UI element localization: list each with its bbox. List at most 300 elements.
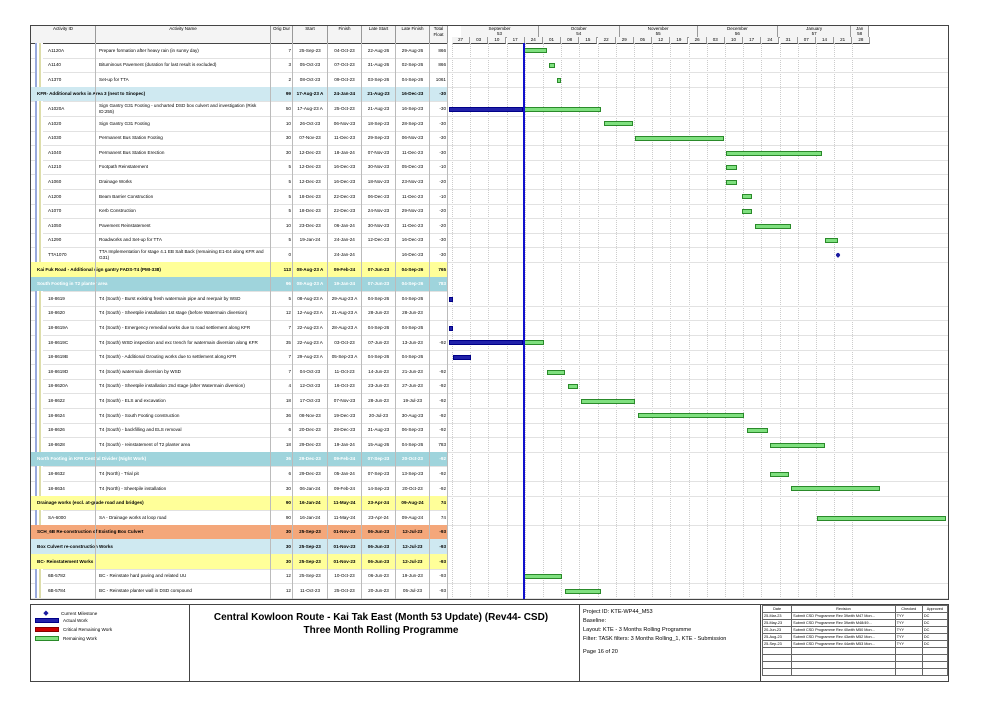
orig-duration: 7 — [288, 47, 291, 53]
orig-duration: 5 — [288, 237, 291, 243]
total-float: -20 — [439, 179, 446, 185]
timescale-week: 27 — [452, 37, 470, 44]
late-finish: 09-Aug-24 — [401, 514, 424, 520]
revision-date: 25-Sep-23 — [763, 641, 792, 648]
total-float: 74 — [440, 514, 446, 520]
wbs-indent-bar — [35, 58, 43, 73]
late-start: 06-Jun-23 — [367, 544, 390, 550]
activity-id: A1210 — [48, 164, 62, 170]
late-start: 21-Aug-23 — [367, 91, 390, 97]
remaining-work-bar[interactable] — [523, 107, 601, 112]
wbs-indent-bar — [35, 291, 43, 306]
wbs-indent-bar — [35, 72, 43, 87]
revision-cell-empty — [922, 648, 947, 655]
total-float: 765 — [438, 266, 446, 272]
orig-duration: 30 — [285, 135, 291, 141]
activity-row[interactable] — [31, 72, 948, 88]
orig-duration: 50 — [285, 106, 291, 112]
activity-row[interactable] — [31, 320, 948, 336]
late-finish: 30-Aug-23 — [401, 412, 424, 418]
activity-row[interactable] — [31, 408, 948, 424]
remaining-work-bar[interactable] — [825, 238, 838, 243]
start-date: 17-Aug-23 A — [297, 106, 323, 112]
late-finish: 06-Nov-23 — [401, 135, 424, 141]
remaining-work-bar[interactable] — [742, 194, 752, 199]
finish-date: 21-Aug-23 A — [331, 310, 358, 316]
wbs-indent-bar — [35, 218, 43, 233]
orig-duration: 10 — [285, 222, 291, 228]
late-finish: 19-Jun-23 — [402, 573, 423, 579]
revision-checked: TYY — [895, 627, 922, 634]
timescale-week: 03 — [707, 37, 725, 44]
orig-duration: 30 — [285, 485, 291, 491]
remaining-work-bar[interactable] — [523, 574, 562, 579]
activity-id: A1060 — [48, 179, 62, 185]
activity-name: TTA Implementation for stage 4.1 EB Salt Back (remaining E1-E4 along KFR and G31) — [99, 249, 264, 260]
activity-name: T4 (North) - Trial pit — [99, 471, 139, 477]
orig-duration: 18 — [285, 398, 291, 404]
finish-date: 09-Feb-24 — [333, 485, 356, 491]
remaining-work-bar[interactable] — [523, 340, 544, 345]
total-float: -30 — [439, 106, 446, 112]
revision-table — [762, 605, 948, 676]
activity-id: 18-8628 — [48, 441, 65, 447]
filter-name: Filter: TASK filters: 3 Months Rolling_1, KTE - Submission — [583, 636, 727, 642]
total-float: -93 — [439, 529, 446, 535]
activity-row[interactable] — [31, 510, 948, 526]
wbs-group-row[interactable] — [31, 277, 448, 293]
revision-checked: TYY — [895, 641, 922, 648]
col-header-activity-id[interactable]: Activity ID — [31, 26, 96, 44]
finish-date: 11-Dec-23 — [333, 135, 356, 141]
late-start: 06-Jun-23 — [367, 558, 390, 564]
late-finish: 04-Sep-26 — [401, 266, 424, 272]
remaining-work-bar[interactable] — [726, 180, 736, 185]
activity-row[interactable] — [31, 233, 948, 249]
actual-work-bar[interactable] — [449, 297, 453, 302]
late-start: 20-Jun-23 — [368, 587, 389, 593]
timescale-week: 07 — [798, 37, 816, 44]
orig-duration: 10 — [285, 120, 291, 126]
orig-duration: 4 — [288, 383, 291, 389]
timescale-week: 17 — [507, 37, 525, 44]
wbs-group-row[interactable] — [31, 262, 448, 278]
activity-id: A1020A — [48, 106, 65, 112]
activity-row[interactable] — [31, 466, 948, 482]
actual-work-bar[interactable] — [449, 340, 523, 345]
finish-date: 05-Jan-24 — [334, 471, 355, 477]
page-number: Page 16 of 20 — [583, 649, 618, 655]
remaining-work-bar[interactable] — [547, 370, 565, 375]
late-finish: 11-Dec-23 — [401, 193, 424, 199]
total-float: -10 — [439, 193, 446, 199]
total-float: 866 — [438, 47, 446, 53]
late-start: 06-Dec-23 — [367, 193, 390, 199]
wbs-indent-bar — [35, 189, 43, 204]
revision-date: 25-Mar-23 — [763, 613, 792, 620]
late-finish: 23-Nov-23 — [401, 179, 424, 185]
late-start: 30-Nov-23 — [367, 222, 390, 228]
activity-row[interactable] — [31, 350, 948, 366]
late-start: 12-Dec-23 — [367, 237, 390, 243]
late-finish: 16-Dec-23 — [401, 252, 424, 258]
wbs-indent-bar — [35, 569, 43, 584]
total-float: -92 — [439, 383, 446, 389]
late-start: 04-Sep-26 — [367, 325, 390, 331]
activity-row[interactable] — [31, 423, 948, 439]
month-name: January — [806, 26, 823, 31]
activity-id: 18-8620 — [48, 310, 65, 316]
project-info — [579, 605, 761, 681]
remaining-work-bar[interactable] — [557, 78, 561, 83]
remaining-work-bar[interactable] — [581, 399, 636, 404]
late-start: 07-Jun-23 — [368, 339, 389, 345]
remaining-work-bar[interactable] — [726, 151, 822, 156]
finish-date: 16-Dec-23 — [333, 179, 356, 185]
late-start: 07-Sep-23 — [367, 456, 390, 462]
activity-name: T4 (South) - Emergency remedial works due to road settlement along KFR — [99, 325, 251, 331]
revision-approved: DC — [922, 627, 947, 634]
start-date: 12-Dec-23 — [299, 164, 321, 170]
remaining-work-bar[interactable] — [770, 472, 788, 477]
activity-row[interactable] — [31, 204, 948, 220]
revision-row — [763, 620, 948, 627]
late-finish: 04-Sep-26 — [401, 354, 424, 360]
wbs-indent-bar — [35, 116, 43, 131]
activity-name: T4 (South) - South Footing construction — [99, 412, 180, 418]
activity-row[interactable] — [31, 160, 948, 176]
remaining-work-bar[interactable] — [755, 224, 791, 229]
total-float: -92 — [439, 485, 446, 491]
activity-id: A1040 — [48, 149, 62, 155]
activity-name: Pavement Reinstatement — [99, 222, 151, 228]
total-float: 783 — [438, 441, 446, 447]
late-start: 18-Nov-23 — [367, 179, 390, 185]
revision-cell-empty — [922, 662, 947, 669]
total-float: -30 — [439, 91, 446, 97]
activity-name: T4 (South) - Sheetpile installation 2nd stage (after Watermain diversion) — [99, 383, 245, 389]
timescale-week: 10 — [488, 37, 506, 44]
activity-id: A1070 — [48, 208, 62, 214]
month-number: 57 — [811, 31, 817, 36]
late-start: 07-Jun-23 — [367, 266, 390, 272]
activity-name: T4 (South) - reinstatement of T2 planter area — [99, 441, 191, 447]
total-float: -93 — [439, 558, 446, 564]
orig-duration: 12 — [285, 310, 291, 316]
remaining-work-bar[interactable] — [638, 413, 745, 418]
total-float: 866 — [438, 62, 446, 68]
total-float: -92 — [439, 471, 446, 477]
finish-date: 25-Oct-23 — [334, 587, 355, 593]
late-finish: 12-Jul-23 — [402, 558, 423, 564]
orig-duration: 7 — [288, 368, 291, 374]
actual-work-bar[interactable] — [453, 355, 471, 360]
orig-duration: 7 — [288, 354, 291, 360]
column-divider — [361, 43, 362, 599]
activity-name: T4 (South) watermain diversion by WSD — [99, 368, 181, 374]
remaining-work-bar[interactable] — [817, 516, 946, 521]
activity-name: Bituminous Pavement (duration for last result is excluded) — [99, 62, 217, 68]
start-date: 19-Jan-24 — [299, 237, 321, 243]
activity-name: KFR- Additional works in Area 3 (next to Sinopec) — [37, 91, 146, 97]
col-header-total-float[interactable]: Total Float — [430, 26, 448, 44]
revision-cell-empty — [895, 655, 922, 662]
activity-row[interactable] — [31, 364, 948, 380]
total-float: 74 — [440, 500, 446, 506]
revision-revision: Submit CSD Programme Rev 44with M53 Mon... — [792, 641, 896, 648]
col-header-start[interactable]: Start — [293, 26, 328, 44]
month-number: 58 — [857, 31, 863, 36]
total-float — [430, 350, 448, 365]
remaining-work-bar[interactable] — [549, 63, 554, 68]
late-start: 14-Jun-23 — [368, 368, 389, 374]
orig-duration: 2 — [288, 76, 291, 82]
total-float: -92 — [439, 368, 446, 374]
revision-checked: TYY — [895, 613, 922, 620]
late-start: 03-Sep-26 — [367, 76, 390, 82]
wbs-indent-bar — [35, 510, 43, 525]
late-finish: 28-Sep-23 — [401, 120, 424, 126]
timescale-week: 28 — [852, 37, 870, 44]
wbs-group-row[interactable] — [31, 452, 448, 468]
wbs-indent-bar — [35, 466, 43, 481]
revision-checked: TYY — [895, 634, 922, 641]
start-date: 08-Aug-23 A — [297, 295, 323, 301]
timescale-week: 10 — [725, 37, 743, 44]
activity-row[interactable] — [31, 306, 948, 322]
actual-work-bar[interactable] — [449, 107, 523, 112]
start-date: 17-Oct-23 — [299, 398, 321, 404]
start-date: 29-Dec-23 — [299, 441, 321, 447]
remaining-work-bar[interactable] — [523, 48, 546, 53]
wbs-indent-bar — [35, 131, 43, 146]
orig-duration: 12 — [285, 587, 291, 593]
col-header-orig-dur[interactable]: Orig Dur — [271, 26, 293, 44]
late-finish: 20-Oct-23 — [402, 456, 423, 462]
finish-date: 16-Oct-23 — [334, 383, 355, 389]
programme-title: Central Kowloon Route - Kai Tak East (Month 53 Update) (Rev44- CSD) Three Month Rolling Programme — [213, 612, 549, 636]
activity-id: 18-8620A — [48, 383, 68, 389]
activity-row[interactable] — [31, 379, 948, 395]
finish-date: 07-Nov-23 — [333, 398, 356, 404]
milestone-icon: ◆ — [43, 610, 49, 617]
timescale-week: 08 — [561, 37, 579, 44]
late-start: 04-Sep-26 — [367, 295, 390, 301]
orig-duration: 18 — [285, 441, 291, 447]
column-divider — [395, 43, 396, 599]
orig-duration: 36 — [285, 412, 291, 418]
wbs-indent-bar — [35, 393, 43, 408]
total-float: -10 — [439, 164, 446, 170]
revision-row — [763, 613, 948, 620]
activity-row[interactable] — [31, 218, 948, 234]
remaining-work-bar[interactable] — [747, 428, 768, 433]
late-start: 28-Jun-23 — [368, 398, 389, 404]
start-date: 11-Oct-23 — [299, 587, 321, 593]
remaining-work-bar[interactable] — [635, 136, 723, 141]
orig-duration: 5 — [288, 295, 291, 301]
legend-actual: Actual Work — [35, 618, 88, 623]
wbs-group-row[interactable] — [31, 539, 448, 555]
finish-date: 19-Jan-24 — [334, 441, 355, 447]
late-finish: 11-Dec-23 — [401, 222, 424, 228]
start-date: 29-Dec-23 — [299, 456, 321, 462]
col-header-finish[interactable]: Finish — [328, 26, 362, 44]
activity-row[interactable] — [31, 131, 948, 147]
start-date: 04-Oct-23 — [299, 368, 321, 374]
late-start: 07-Jun-23 — [367, 281, 390, 287]
remaining-work-bar[interactable] — [726, 165, 736, 170]
orig-duration: 5 — [288, 193, 291, 199]
late-finish: 11-Dec-23 — [401, 149, 424, 155]
late-start: 06-Jun-23 — [367, 529, 390, 535]
finish-date: 24-Jan-24 — [334, 252, 355, 258]
finish-date: 09-Feb-24 — [333, 266, 356, 272]
late-finish: 13-Jun-23 — [402, 339, 423, 345]
late-finish: 04-Sep-26 — [401, 325, 424, 331]
wbs-group-row[interactable] — [31, 554, 448, 570]
remaining-work-bar[interactable] — [791, 486, 879, 491]
wbs-indent-bar — [35, 408, 43, 423]
activity-row[interactable] — [31, 569, 948, 585]
remaining-work-bar[interactable] — [568, 384, 578, 389]
activity-row[interactable] — [31, 583, 948, 599]
activity-row[interactable] — [31, 58, 948, 74]
activity-id: A1140 — [48, 62, 61, 68]
activity-row[interactable] — [31, 43, 948, 59]
finish-date: 18-Jan-24 — [334, 149, 355, 155]
revision-cell-empty — [763, 669, 792, 676]
revision-cell-empty — [763, 648, 792, 655]
late-finish: 06-Sep-23 — [401, 427, 424, 433]
late-start: 22-Aug-26 — [367, 47, 390, 53]
finish-date: 24-Jan-24 — [334, 237, 355, 243]
total-float: -30 — [439, 252, 446, 258]
remaining-work-bar[interactable] — [565, 589, 601, 594]
timescale-week: 12 — [652, 37, 670, 44]
column-divider — [429, 43, 430, 599]
activity-id: TTA1070 — [48, 252, 67, 258]
activity-row[interactable] — [31, 247, 948, 263]
late-start: 30-Nov-23 — [367, 164, 390, 170]
wbs-group-row[interactable] — [31, 87, 448, 103]
activity-row[interactable] — [31, 393, 948, 409]
finish-date: 16-Dec-23 — [333, 164, 356, 170]
orig-duration: 96 — [285, 281, 291, 287]
late-finish: 21-Jun-23 — [402, 368, 423, 374]
remaining-work-bar[interactable] — [604, 121, 633, 126]
activity-row[interactable] — [31, 116, 948, 132]
activity-row[interactable] — [31, 291, 948, 307]
activity-name: T4 (South) - Additional Grouting works due to settlement along KFR — [99, 354, 237, 360]
remaining-work-bar[interactable] — [770, 443, 825, 448]
late-finish: 09-Aug-24 — [401, 500, 424, 506]
activity-id: A1020 — [48, 120, 62, 126]
wbs-indent-bar — [35, 233, 43, 248]
activity-name: Footpath Reinstatement — [99, 164, 149, 170]
activity-row[interactable] — [31, 174, 948, 190]
revision-cell-empty — [922, 655, 947, 662]
start-date: 17-Aug-23 A — [296, 91, 324, 97]
wbs-indent-bar — [35, 145, 43, 160]
activity-id: A1120A — [48, 47, 65, 53]
activity-row[interactable] — [31, 189, 948, 205]
late-start: 23-Jun-23 — [368, 383, 389, 389]
wbs-indent-bar — [35, 364, 43, 379]
start-date: 16-Jan-24 — [299, 514, 321, 520]
wbs-group-row[interactable] — [31, 496, 448, 512]
legend-remaining: Remaining Work — [35, 636, 97, 641]
late-start: 28-Jun-23 — [368, 310, 389, 316]
activity-name: Permanent Bus Station Footing — [99, 135, 163, 141]
revision-row — [763, 627, 948, 634]
col-header-activity-name[interactable]: Activity Name — [96, 26, 271, 44]
remaining-work-bar[interactable] — [742, 209, 752, 214]
timescale-week: 03 — [470, 37, 488, 44]
late-finish: 05-Dec-23 — [401, 164, 424, 170]
col-header-late-finish[interactable]: Late Finish — [396, 26, 430, 44]
orig-duration: 5 — [288, 208, 291, 214]
orig-duration: 30 — [285, 544, 291, 550]
month-number: 55 — [655, 31, 661, 36]
orig-duration: 3 — [288, 62, 291, 68]
activity-name: South Footing in T2 planter area — [37, 281, 108, 287]
footer-title-block — [30, 604, 949, 682]
total-float: -93 — [439, 587, 446, 593]
revision-cell-empty — [792, 648, 896, 655]
timescale-week: 17 — [743, 37, 761, 44]
total-float: -93 — [439, 544, 446, 550]
wbs-group-row[interactable] — [31, 525, 448, 541]
late-finish: 05-Jul-23 — [402, 587, 423, 593]
late-finish: 29-Aug-26 — [401, 47, 424, 53]
total-float — [430, 291, 448, 306]
activity-name: Sign Gantry G31 Footing — [99, 120, 150, 126]
col-header-late-start[interactable]: Late Start — [362, 26, 396, 44]
orig-duration: 30 — [285, 529, 291, 535]
activity-id: 18-8619A — [48, 325, 68, 331]
late-start: 20-Jul-23 — [368, 412, 389, 418]
start-date: 12-Dec-23 — [299, 179, 321, 185]
total-float: -92 — [439, 427, 446, 433]
total-float: -92 — [439, 339, 446, 345]
activity-id: 18-8634 — [48, 485, 65, 491]
wbs-indent-bar — [35, 423, 43, 438]
revision-approved: DC — [922, 613, 947, 620]
rev-header-checked: Checked — [895, 606, 922, 613]
wbs-indent-bar — [35, 174, 43, 189]
finish-date: 09-Feb-24 — [333, 456, 356, 462]
revision-approved: DC — [922, 620, 947, 627]
start-date: 25-Sep-23 — [299, 529, 321, 535]
actual-work-bar[interactable] — [449, 326, 453, 331]
activity-name: Box Culvert re-construction Works — [37, 544, 113, 550]
finish-date: 29-Aug-23 A — [331, 295, 358, 301]
wbs-indent-bar — [35, 43, 43, 58]
late-finish: 13-Sep-23 — [401, 471, 424, 477]
activity-name: Kai Fuk Road - Additional sign gantry FADS-T4 (PMI-338) — [37, 266, 161, 272]
total-float: -92 — [439, 398, 446, 404]
revision-cell-empty — [792, 655, 896, 662]
revision-row-empty — [763, 662, 948, 669]
timescale-week: 24 — [761, 37, 779, 44]
late-finish: 04-Sep-26 — [401, 281, 424, 287]
start-date: 08-Nov-23 — [299, 412, 321, 418]
orig-duration: 0 — [288, 252, 291, 258]
late-finish: 19-Jul-23 — [402, 398, 423, 404]
orig-duration: 35 — [285, 339, 291, 345]
timescale-week: 01 — [543, 37, 561, 44]
